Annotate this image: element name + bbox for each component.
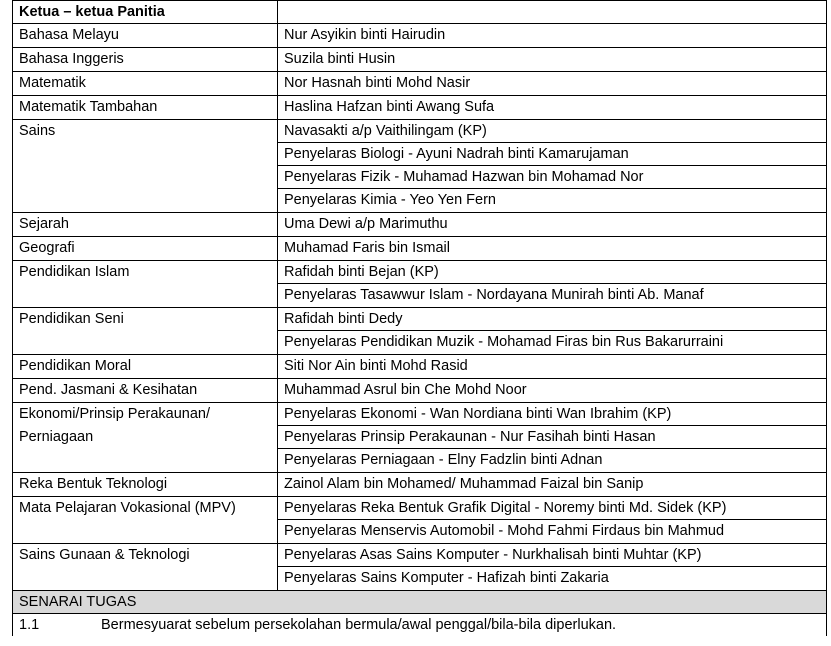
table-row [13,497,827,544]
subject-cell [13,473,278,497]
names-cell [278,48,827,72]
subject-label: Bahasa Melayu [19,27,119,43]
table-row [13,473,827,497]
person-name: Penyelaras Asas Sains Komputer - Nurkhalisah binti Muhtar (KP) [278,544,826,567]
person-name: Penyelaras Prinsip Perakaunan - Nur Fasihah binti Hasan [278,426,826,449]
person-name: Penyelaras Reka Bentuk Grafik Digital - Noremy binti Md. Sidek (KP) [278,497,826,520]
subject-cell [13,403,278,473]
task-number: 1.1 [19,617,40,633]
task-text: Bermesyuarat sebelum persekolahan bermula/awal penggal/bila-bila diperlukan. [101,617,617,633]
subject-cell [13,48,278,72]
names-cell [278,261,827,308]
names-cell [278,72,827,96]
subject-label: Pendidikan Seni [19,311,124,327]
table-title: Ketua – ketua Panitia [13,1,278,24]
person-name: Penyelaras Fizik - Muhamad Hazwan bin Mohamad Nor [278,166,826,189]
person-name: Penyelaras Menservis Automobil - Mohd Fahmi Firdaus bin Mahmud [284,523,725,539]
table-row [13,213,827,237]
table-row [13,96,827,120]
table-row [13,261,827,308]
person-name: Uma Dewi a/p Marimuthu [284,216,448,232]
subject-cell [13,213,278,237]
names-cell [278,355,827,379]
section-title: SENARAI TUGAS [13,591,827,614]
subject-label: Mata Pelajaran Vokasional (MPV) [19,500,236,516]
subject-label: Perniagaan [19,429,94,445]
person-name: Muhamad Faris bin Ismail [284,240,450,256]
person-name: Navasakti a/p Vaithilingam (KP) [278,120,826,143]
subject-label: Sains Gunaan & Teknologi [19,547,190,563]
task-cell [13,614,827,637]
table-row [13,72,827,96]
subject-cell [13,24,278,48]
subject-cell [13,261,278,308]
table-row [13,120,827,213]
subject-label: Reka Bentuk Teknologi [19,476,168,492]
names-cell [278,213,827,237]
subject-cell [13,96,278,120]
table-header-row [13,1,827,24]
subject-cell [13,237,278,261]
person-name: Suzila binti Husin [284,51,396,67]
names-cell [278,308,827,355]
person-name: Nor Hasnah binti Mohd Nasir [284,75,471,91]
subject-label: Pendidikan Islam [19,264,130,280]
person-name: Penyelaras Kimia - Yeo Yen Fern [284,192,496,208]
task-row [13,614,827,637]
table-row [13,544,827,591]
subject-cell [13,497,278,544]
subject-label: Matematik [19,75,86,91]
table-row [13,379,827,403]
person-name: Rafidah binti Dedy [278,308,826,331]
names-cell [278,237,827,261]
subject-cell [13,379,278,403]
subject-label: Sejarah [19,216,69,232]
table-row [13,48,827,72]
subject-cell [13,120,278,213]
person-name: Penyelaras Biologi - Ayuni Nadrah binti Kamarujaman [278,143,826,166]
person-name: Penyelaras Ekonomi - Wan Nordiana binti Wan Ibrahim (KP) [278,403,826,426]
names-cell [278,24,827,48]
table-row [13,237,827,261]
subject-cell [13,544,278,591]
subject-cell [13,308,278,355]
person-name: Penyelaras Sains Komputer - Hafizah binti Zakaria [284,570,609,586]
table-row [13,24,827,48]
table-header-empty-cell [278,1,827,24]
names-cell [278,120,827,213]
person-name: Penyelaras Tasawwur Islam - Nordayana Munirah binti Ab. Manaf [284,287,704,303]
person-name: Penyelaras Perniagaan - Elny Fadzlin binti Adnan [284,452,603,468]
person-name: Rafidah binti Bejan (KP) [278,261,826,284]
subject-label: Bahasa Inggeris [19,51,124,67]
committee-table [12,0,827,636]
table-row [13,355,827,379]
subject-label: Ekonomi/Prinsip Perakaunan/ [19,406,211,422]
names-cell [278,497,827,544]
table-row [13,403,827,473]
subject-cell [13,72,278,96]
names-cell [278,379,827,403]
person-name: Nur Asyikin binti Hairudin [284,27,446,43]
names-cell [278,403,827,473]
person-name: Muhammad Asrul bin Che Mohd Noor [284,382,527,398]
subject-label: Pend. Jasmani & Kesihatan [19,382,198,398]
names-cell [278,473,827,497]
subject-label: Pendidikan Moral [19,358,132,374]
names-cell [278,96,827,120]
subject-label: Geografi [19,240,75,256]
subject-cell [13,355,278,379]
subject-label: Matematik Tambahan [19,99,158,115]
subject-label: Sains [19,123,56,139]
person-name: Penyelaras Pendidikan Muzik - Mohamad Firas bin Rus Bakarurraini [284,334,724,350]
names-cell [278,544,827,591]
person-name: Zainol Alam bin Mohamed/ Muhammad Faizal bin Sanip [284,476,644,492]
person-name: Siti Nor Ain binti Mohd Rasid [284,358,468,374]
section-header-row [13,591,827,614]
person-name: Haslina Hafzan binti Awang Sufa [284,99,495,115]
table-row [13,308,827,355]
